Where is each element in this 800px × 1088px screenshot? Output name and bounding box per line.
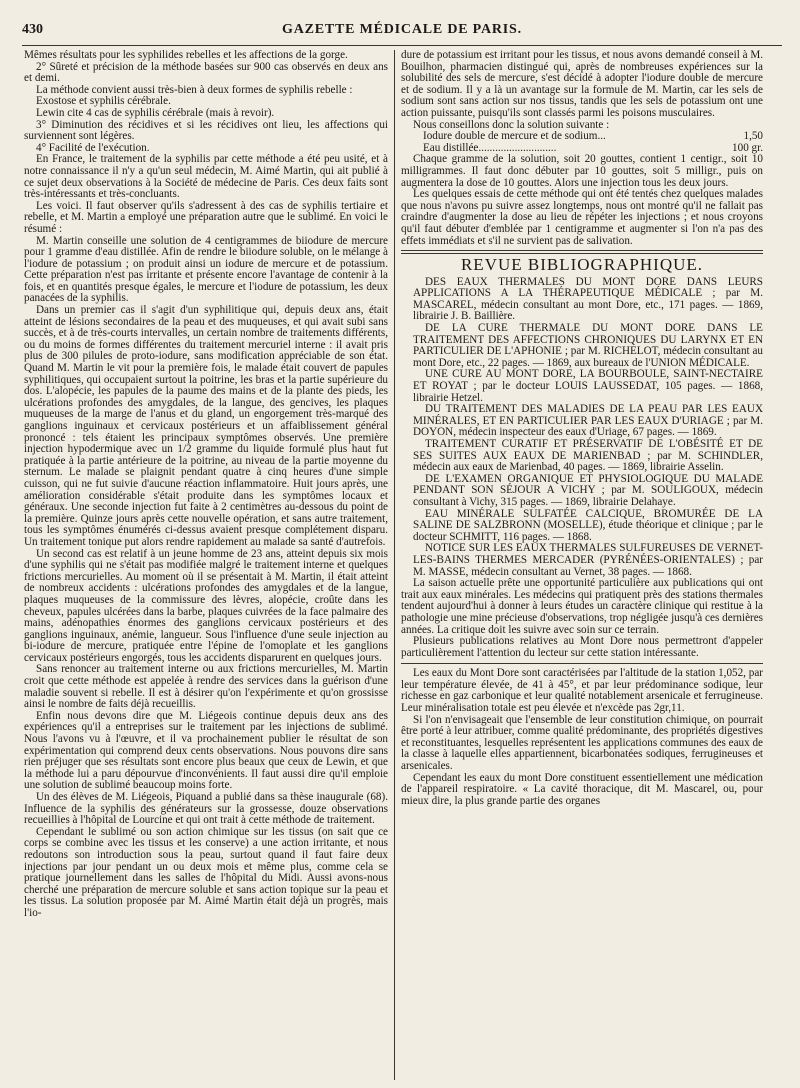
paragraph: Cependant les eaux du mont Dore constituent essentiellement une médication de l'appareil respiratoire. « La cavité thoracique, dit M. Mascarel, ou, pour mieux dire, la plus grande partie des organes [401,771,763,807]
paragraph: La saison actuelle prête une opportunité particulière aux publications qui ont trait aux eaux minérales. Les médecins qui pratiquent près des stations thermales tendent aujourd'hui à donner à leurs études un caractère clinique qui restitue à la pathologie une mine précieuse d'observations, trop négligée jusqu'à ces dernières années. La critique doit les suivre avec soin sur ce terrain. [401,577,763,636]
paragraph: Mêmes résultats pour les syphilides rebelles et les affections de la gorge. [24,50,348,61]
paragraph: Dans un premier cas il s'agit d'un syphilitique qui, depuis deux ans, était atteint de lésions secondaires de la peau et des muqueuses, et qui avait subi sans succès, et à de très-courts intervalles, un certain nombre de traitements différents, ou du moins de formes différentes du traitement mercuriel interne : il avait pris plus de 300 pilules de proto-iodure, sans modification appréciable de son état. Quand M. Martin le vit pour la première fois, le malade était couvert de papules syphilitiques, qui occupaient surtout la poitrine, les bras et la partie supérieure du dos. L'alopécie, les papules de la paume des mains et de la plante des pieds, les ulcérations profondes des amygdales, de la langue, des gencives, les plaques muqueuses de la marge de l'anus et du gland, un engorgement très-marqué des ganglions inguinaux et cervicaux postérieurs et un affaiblissement général prononcé : tels étaient les principaux symptômes observés. Une première injection hypodermique avec un 1/2 gramme du liquide formulé plus haut fut pratiquée à la partie antérieure de la poitrine, au niveau de la partie moyenne du sternum. Le malade se plaignit pendant quatre à cinq heures d'une simple cuisson, qui ne fut suivie d'aucune réaction inflammatoire. Huit jours après, une amélioration considérable s'était produite dans les symptômes locaux et généraux. Une seconde injection fut faite à 2 centimètres au-dessous du point de la première. Quinze jours après cette nouvelle opération, et sans autre traitement, tous les symptômes énumérés ci-dessus avaient presque complétement disparu. Un traitement tonique put alors rendre rapidement au malade sa santé d'autrefois. [24,304,388,548]
paragraph: 2° Sûreté et précision de la méthode basées sur 900 cas observés en deux ans et demi. [24,60,388,85]
separator-rule [401,663,763,664]
section-rule [401,250,763,254]
paragraph: Chaque gramme de la solution, soit 20 gouttes, contient 1 centigr., soit 10 milligrammes. Il faut donc débuter par 10 gouttes, soit 5 milligr., puis on augmentera la dose de 10 gouttes. Alors une injection tous les deux jours. [401,153,763,189]
page-number: 430 [22,22,43,37]
bibliography-entry: DU TRAITEMENT DES MALADIES DE LA PEAU PAR LES EAUX MINÉRALES, ET EN PARTICULIER PAR LES EAUX D'URIAGE ; par M. DOYON, médecin inspecteur des eaux d'Uriage, 67 pages. — 1869. [413,403,763,439]
paragraph: Les eaux du Mont Dore sont caractérisées par l'altitude de la station 1,052, par leur température élevée, de 41 à 45°, et par leur prédominance sodique, leur richesse en gaz carbonique et leur qualité notablement arsenicale et ferrugineuse. Leur minéralisation totale est peu élevée et n'excède pas 2gr,11. [401,667,763,715]
formula-line [401,131,763,143]
paragraph: Les quelques essais de cette méthode qui ont été tentés chez quelques malades que nous n'avons pu suivre assez longtemps, nous ont montré qu'il ne fallait pas craindre d'augmenter la dose au lieu de répéter les injections ; et nous croyons qu'il faut débuter d'emblée par 1 centigramme et augmenter si l'on n'a pas des effets immédiats et s'il ne survient pas de salivation. [401,188,763,247]
column-divider [394,50,395,1080]
paragraph: Un des élèves de M. Liégeois, Piquand a publié dans sa thèse inaugurale (68). Influence de la syphilis des générateurs sur la grossesse, douze observations recueillies à l'hôpital de Lourcine et qui ont trait à cette méthode de traitement. [24,791,388,827]
header-rule [22,45,782,46]
bibliography-entry: TRAITEMENT CURATIF ET PRÉSERVATIF DE L'OBÉSITÉ ET DE SES SUITES AUX EAUX DE MARIENBAD ; par M. SCHINDLER, médecin aux eaux de Marienbad, 40 pages. — 1869, librairie Asselin. [413,438,763,474]
bibliography-entry: NOTICE SUR LES EAUX THERMALES SULFUREUSES DE VERNET-LES-BAINS THERMES MERCADER (PYRÉNÉES-ORIENTALES) ; par M. MASSE, médecin consultant au Vernet, 38 pages. — 1868. [413,542,763,578]
section-title: REVUE BIBLIOGRAPHIQUE. [460,255,704,275]
paragraph: Cependant le sublimé ou son action chimique sur les tissus (on sait que ce corps se combine avec les tissus et les conserve) a une action irritante, et nous redoutons son introduction sous la peau, surtout quand il faut faire deux injections par jour pendant un ou deux mois et même plus, comme cela se pratique journellement dans les salles de l'hôpital du Midi. Aussi avons-nous cherché une préparation de mercure soluble et sans action topique sur la peau et les tissus. La solution proposée par M. Aimé Martin était déjà un progrès, mais l'io- [24,825,388,919]
formula-quantity: 1,50 [743,130,763,143]
bibliography-entry: DES EAUX THERMALES DU MONT DORE DANS LEURS APPLICATIONS A LA THÉRAPEUTIQUE MÉDICALE ; par M. MASCAREL, médecin consultant au mont Dore, etc., 171 pages. — 1869, librairie J. B. Baillière. [413,275,763,323]
paragraph: Enfin nous devons dire que M. Liégeois continue depuis deux ans des expériences qu'il a entreprises sur le traitement par les injections de sublimé. Nous l'avons vu à l'œuvre, et il va prochainement publier le résultat de son expérimentation qui comprend deux cents observations. Nous pouvons dire sans rien préjuger que ses résultats sont encore plus beaux que ceux de Lewin, et que la méthode lui a paru dépourvue d'inconvénients. Il faut aussi dire qu'il emploie une solution de sublimé beaucoup moins forte. [24,709,388,792]
paragraph: Plusieurs publications relatives au Mont Dore nous permettront d'appeler particulièrement l'attention du lecteur sur cette station intéressante. [401,635,763,659]
bibliography-entry: EAU MINÉRALE SULFATÉE CALCIQUE, BROMURÉE DE LA SALINE DE SALZBRONN (MOSELLE), étude théorique et clinique ; par le docteur SCHMITT, 116 pages. — 1868. [413,507,763,543]
paragraph: Sans renoncer au traitement interne ou aux frictions mercurielles, M. Martin croit que cette méthode est appelée à rendre des services dans la guérison d'une maladie souvent si rebelle. Il est à désirer qu'on l'expérimente et qu'on grossisse ainsi le nombre de faits déjà recueillis. [24,663,388,711]
paragraph: Les voici. Il faut observer qu'ils s'adressent à des cas de syphilis tertiaire et rebelle, et M. Martin a employé une préparation autre que le sublimé. En voici le résumé : [24,199,388,235]
paragraph: La méthode convient aussi très-bien à deux formes de syphilis rebelle : [36,83,353,96]
bibliography-entry: DE LA CURE THERMALE DU MONT DORE DANS LE TRAITEMENT DES AFFECTIONS CHRONIQUES DU LARYNX ET EN PARTICULIER DE L'APHONIE ; par M. RICHELOT, médecin consultant au mont Dore, etc., 22 pages. — 1869, aux bureaux de l'UNION MÉDICALE. [413,322,763,369]
paragraph: Lewin cite 4 cas de syphilis cérébrale (mais à revoir). [36,106,275,119]
formula-quantity: 100 gr. [732,141,763,154]
paragraph: 4° Facilité de l'exécution. [36,141,150,154]
page-header [22,22,782,42]
paragraph: 3° Diminution des récidives et si les récidives ont lieu, les affections qui surviennent sont légères. [24,118,388,143]
paragraph: En France, le traitement de la syphilis par cette méthode a été peu usité, et à notre connaissance il n'y a qu'un seul médecin, M. Aimé Martin, qui ait publié à ce sujet deux observations à la Société de médecine de Paris. Ces deux faits sont très-intéressants et très-concluants. [24,153,388,201]
paragraph: M. Martin conseille une solution de 4 centigrammes de biiodure de mercure pour 1 gramme d'eau distillée. Afin de rendre le biiodure soluble, on le mélange à l'iodure de potassium ; on produit ainsi un iodure de mercure et de potassium. Cette préparation n'est pas irritante et présente encore l'avantage de contenir à la fois, et en quantités presque égales, le mercure et l'iodure de potassium, les deux panacées de la syphilis. [24,234,388,305]
journal-title: GAZETTE MÉDICALE DE PARIS. [282,22,522,37]
formula-ingredient: Iodure double de mercure et de sodium... [423,130,606,143]
right-column [401,50,763,1082]
bibliography-entry: DE L'EXAMEN ORGANIQUE ET PHYSIOLOGIQUE DU MALADE PENDANT SON SÉJOUR A VICHY ; par M. SOULIGOUX, médecin consultant à Vichy, 315 pages. — 1869, librairie Delahaye. [413,472,763,508]
paragraph: Un second cas est relatif à un jeune homme de 23 ans, atteint depuis six mois d'une syphilis qui ne s'était pas modifiée malgré le traitement interne et quelques frictions mercurielles. Au moment où il se présentait à M. Martin, il était atteint de nombreux accidents : ulcérations profondes des amygdales et de la langue, plaques muqueuses de la commissure des lèvres, alopécie, croûte dans les cheveux, papules ulcérées dans la barbe, plaques cuivrées de la face palmaire des mains, adénopathies énormes des ganglions cervicaux postérieurs et des ganglions inguinaux, anémie, langueur. Sous l'influence d'une seule injection au bi-iodure de mercure, pratiquée entre l'épine de l'omoplate et les ganglions cervicaux postérieurs engorgés, tous les accidents disparurent en quelques jours. [24,547,388,664]
formula-ingredient: Eau distillée............................ [423,141,557,154]
solution-intro: Nous conseillons donc la solution suivante : [413,118,610,131]
paragraph: Exostose et syphilis cérébrale. [36,95,171,108]
paragraph: Si l'on n'envisageait que l'ensemble de leur constitution chimique, on pourrait être porté à leur attribuer, comme qualité prédominante, des propriétés digestives et reconstituantes, lesquelles représentent les applications communes des eaux de la classe à laquelle elles appartiennent, bicarbonatées sodiques, ferrugineuses et arsenicales. [401,713,763,773]
paragraph: dure de potassium est irritant pour les tissus, et nous avons demandé conseil à M. Bouilhon, pharmacien distingué qui, après de nombreuses expériences sur la solubilité des sels de mercure, s'est décidé à adopter l'iodure double de mercure et de sodium. Il y a là un avantage sur la formule de M. Martin, car les sels de sodium sont sans action sur nos tissus, tandis que les sels de potassium ont une action puissante, puisqu'ils sont classés parmi les poisons musculaires. [401,50,763,119]
bibliography-entry: UNE CURE AU MONT DORE, LA BOURBOULE, SAINT-NECTAIRE ET ROYAT ; par le docteur LOUIS LAUSSEDAT, 105 pages. — 1868, librairie Hetzel. [413,368,763,404]
left-column [24,50,388,1082]
